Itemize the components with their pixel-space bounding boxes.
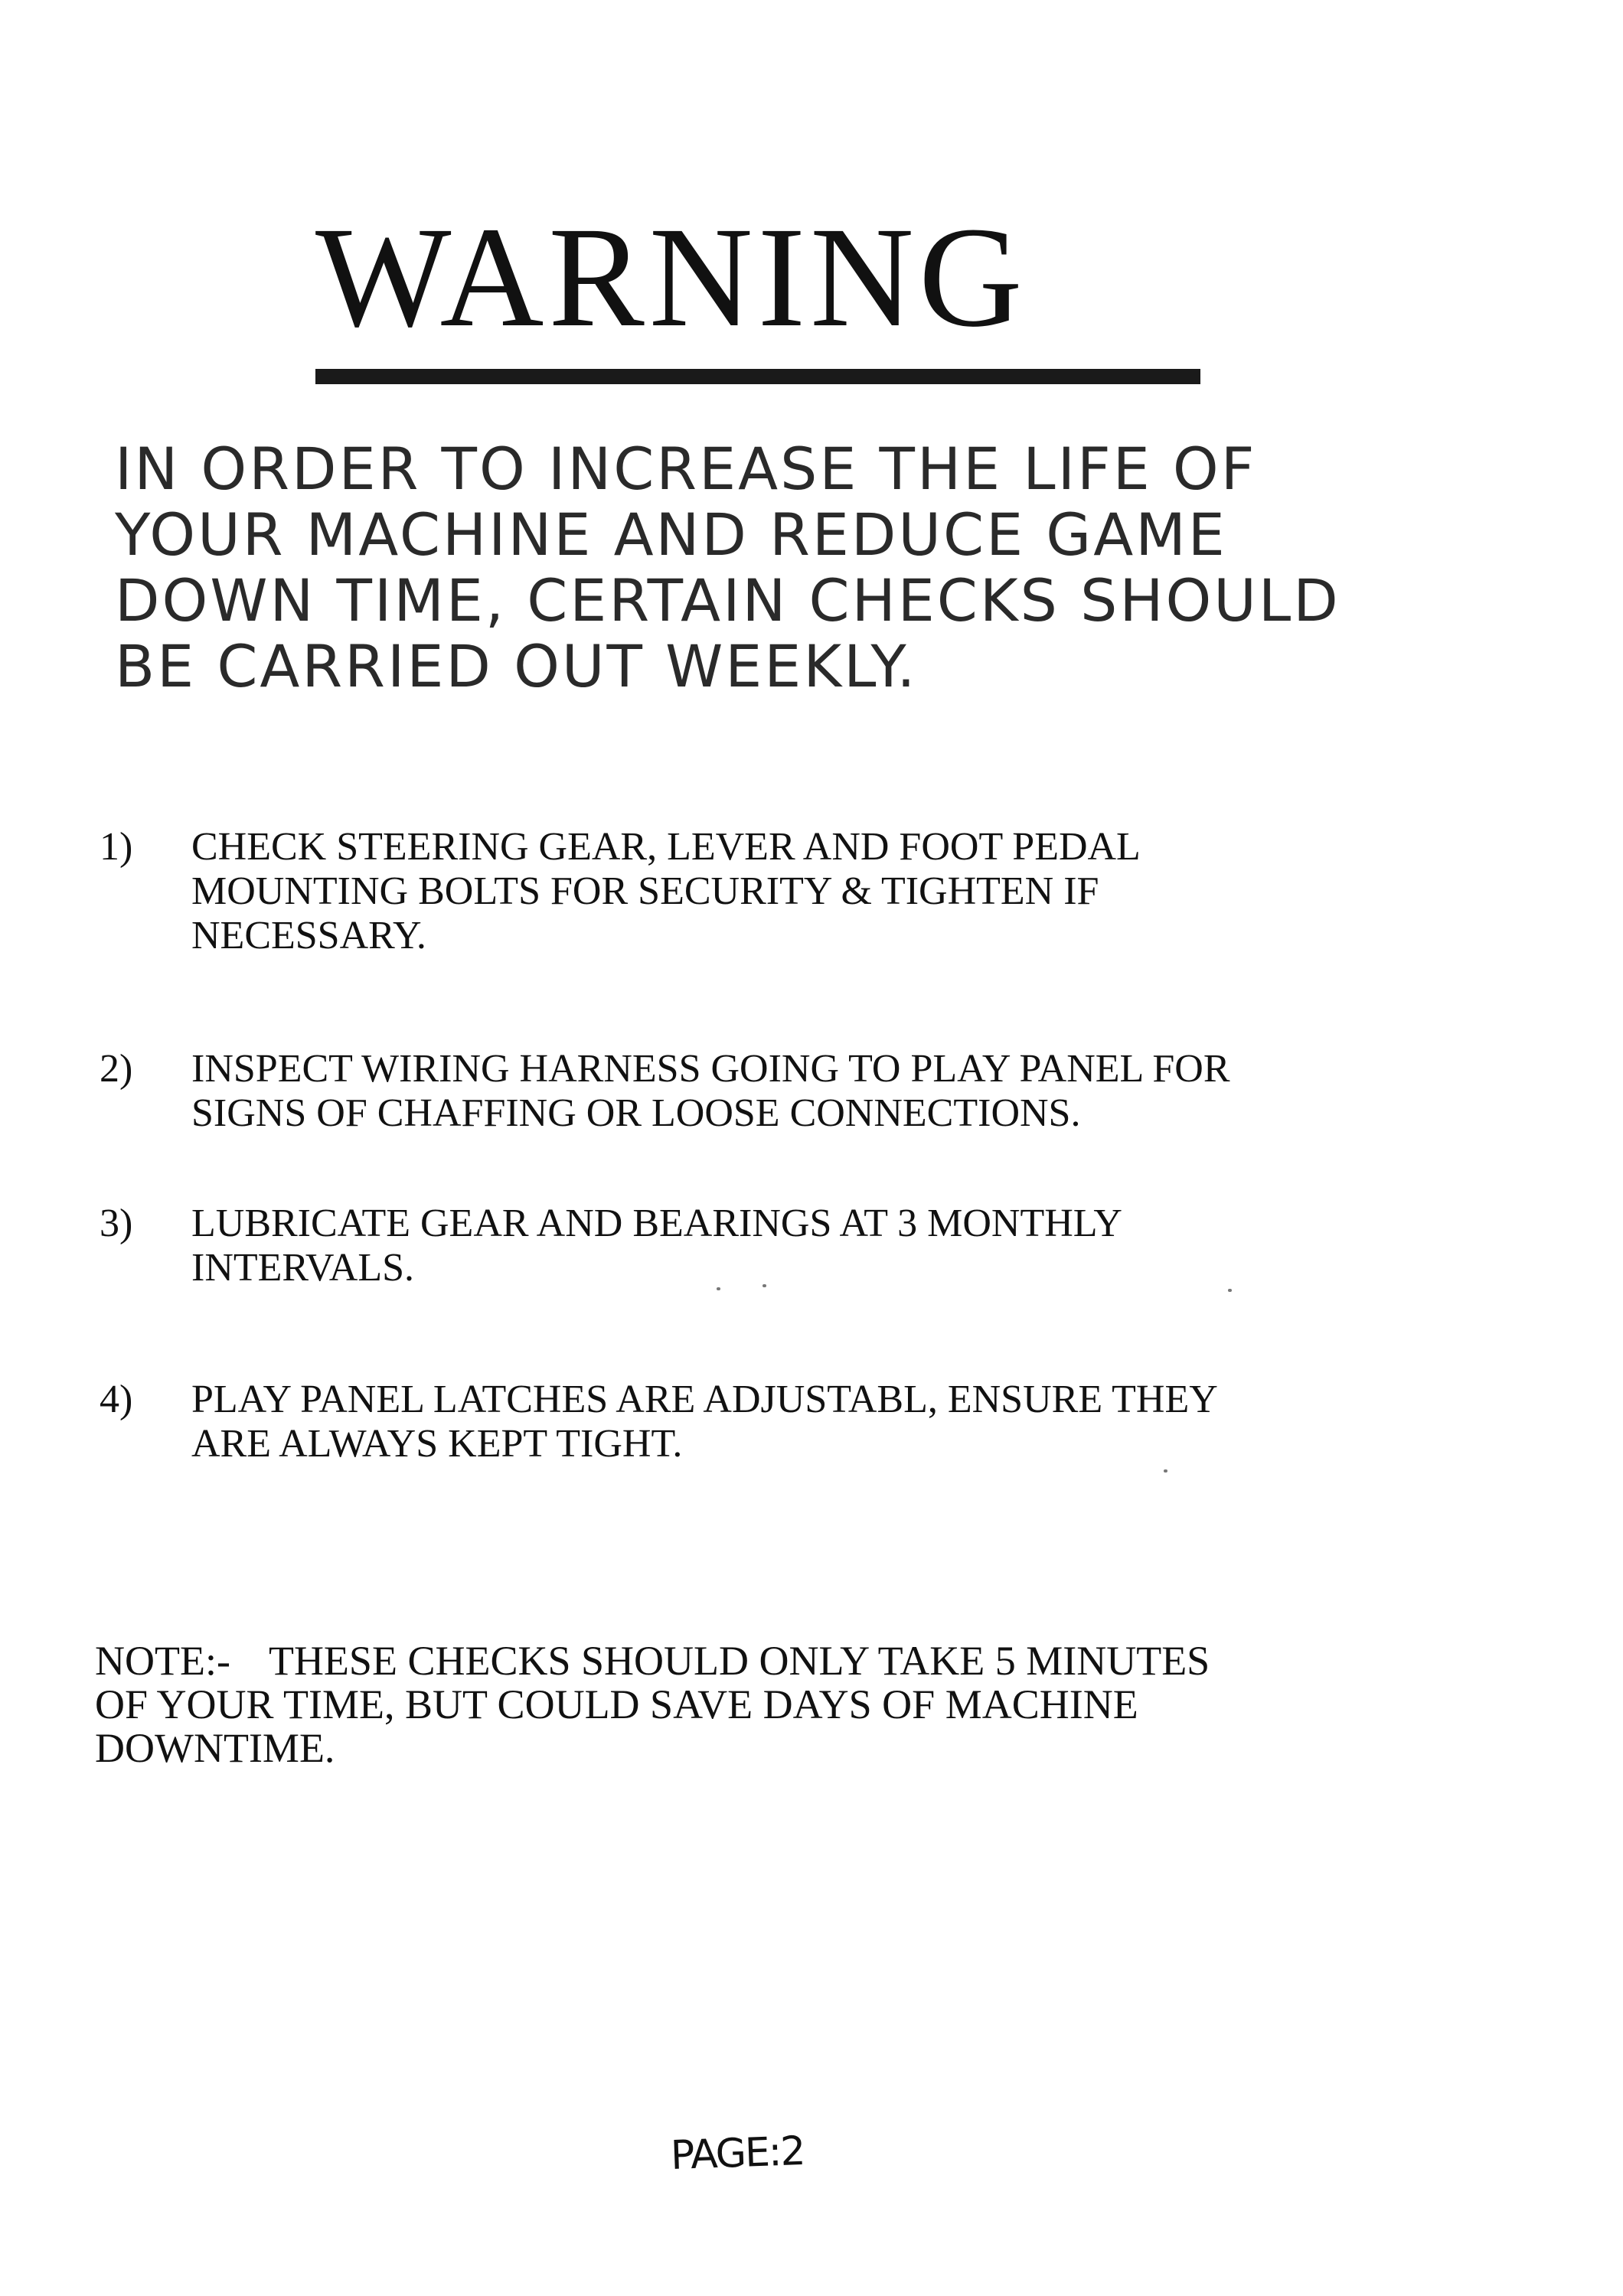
note-line: DOWNTIME. [95, 1725, 335, 1771]
scan-speck [763, 1284, 766, 1287]
intro-paragraph [115, 436, 1554, 700]
note-line: THESE CHECKS SHOULD ONLY TAKE 5 MINUTES [268, 1638, 1210, 1684]
check-line: PLAY PANEL LATCHES ARE ADJUSTABL, ENSURE THEY [191, 1378, 1218, 1421]
note-first-line [95, 1639, 1550, 1683]
check-item-1 [92, 825, 1546, 958]
check-line: INSPECT WIRING HARNESS GOING TO PLAY PANEL FOR [191, 1047, 1230, 1091]
check-number: 2) [100, 1047, 133, 1091]
check-item-3 [92, 1202, 1546, 1290]
title-underline [315, 369, 1200, 384]
check-line: SIGNS OF CHAFFING OR LOOSE CONNECTIONS. [191, 1091, 1081, 1135]
check-item-4 [92, 1378, 1546, 1466]
check-number: 3) [100, 1202, 133, 1245]
note-label: NOTE:- [95, 1638, 230, 1684]
handwritten-page-number: PAGE:2 [670, 2128, 805, 2180]
check-line: NECESSARY. [191, 914, 426, 957]
scan-speck [1228, 1289, 1232, 1292]
check-line: MOUNTING BOLTS FOR SECURITY & TIGHTEN IF [191, 869, 1099, 913]
check-line: ARE ALWAYS KEPT TIGHT. [191, 1422, 683, 1466]
check-line: INTERVALS. [191, 1246, 415, 1290]
check-line: LUBRICATE GEAR AND BEARINGS AT 3 MONTHLY [191, 1202, 1122, 1245]
scan-speck [717, 1287, 720, 1290]
note-paragraph [95, 1639, 1550, 1770]
intro-line: IN ORDER TO INCREASE THE LIFE OF [115, 435, 1257, 503]
scan-speck [1164, 1469, 1167, 1473]
note-line: OF YOUR TIME, BUT COULD SAVE DAYS OF MACHINE [95, 1681, 1138, 1727]
check-item-2 [92, 1047, 1546, 1136]
check-line: CHECK STEERING GEAR, LEVER AND FOOT PEDAL [191, 825, 1141, 869]
intro-line: DOWN TIME, CERTAIN CHECKS SHOULD [115, 566, 1341, 634]
check-number: 1) [100, 825, 133, 869]
weekly-checks-list [92, 825, 1546, 1466]
check-number: 4) [100, 1378, 133, 1421]
intro-line: BE CARRIED OUT WEEKLY. [115, 632, 918, 700]
page-title: WARNING [315, 197, 1027, 357]
intro-line: YOUR MACHINE AND REDUCE GAME [115, 501, 1227, 569]
